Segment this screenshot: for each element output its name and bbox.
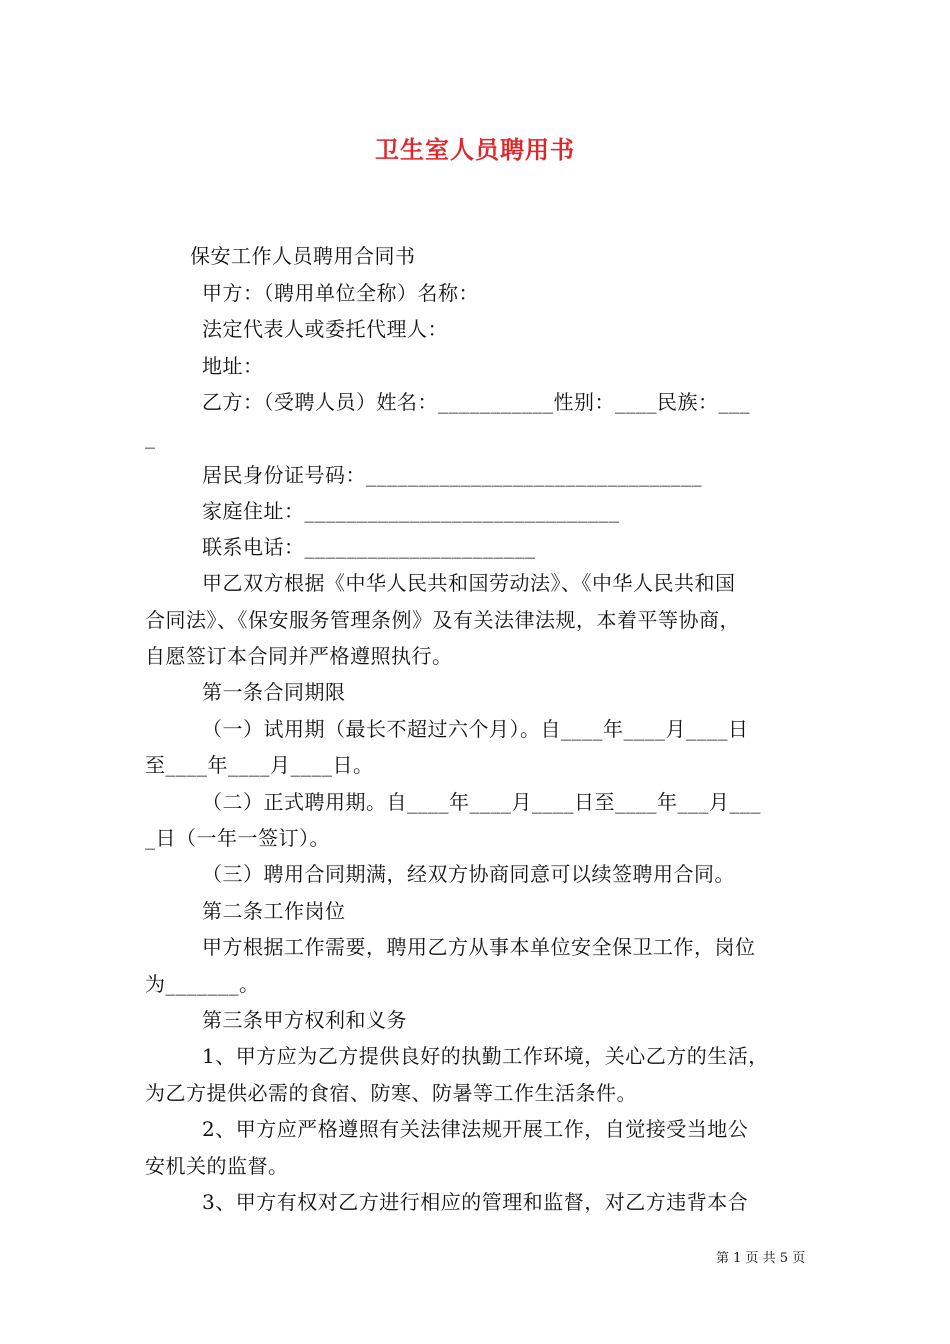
body-line: _日（一年一签订）。 <box>145 826 330 850</box>
body-line: 家庭住址：______________________________ <box>202 499 620 523</box>
body-line: 1、甲方应为乙方提供良好的执勤工作环境，关心乙方的生活， <box>202 1044 769 1068</box>
body-line: 地址： <box>202 354 264 378</box>
body-line: （三）聘用合同期满，经双方协商同意可以续签聘用合同。 <box>202 862 735 886</box>
body-line: 联系电话：______________________ <box>202 535 536 559</box>
body-line: 居民身份证号码：________________________________ <box>202 463 702 487</box>
section-heading: 第三条甲方权利和义务 <box>202 1008 407 1032</box>
body-line: 合同法》、《保安服务管理条例》及有关法律法规，本着平等协商， <box>145 608 740 632</box>
body-line: 甲乙双方根据《中华人民共和国劳动法》、《中华人民共和国 <box>202 571 736 595</box>
body-line: 甲方根据工作需要，聘用乙方从事本单位安全保卫工作，岗位 <box>202 935 756 959</box>
body-line: （二）正式聘用期。自____年____月____日至____年___月___ <box>202 790 761 814</box>
page-footer: 第 1 页 共 5 页 <box>716 1251 806 1266</box>
body-line: 安机关的监督。 <box>145 1154 289 1178</box>
body-line: 2、甲方应严格遵照有关法律法规开展工作，自觉接受当地公 <box>202 1117 749 1141</box>
body-line: （一）试用期（最长不超过六个月）。自____年____月____日 <box>202 717 749 741</box>
body-line: 为_______。 <box>145 972 260 996</box>
body-line: 3、甲方有权对乙方进行相应的管理和监督，对乙方违背本合 <box>202 1190 749 1214</box>
body-line: 为乙方提供必需的食宿、防寒、防暑等工作生活条件。 <box>145 1081 637 1105</box>
body-line: 法定代表人或委托代理人： <box>202 317 448 341</box>
body-line: _ <box>145 425 156 449</box>
section-heading: 第一条合同期限 <box>202 680 346 704</box>
document-title: 卫生室人员聘用书 <box>375 135 575 164</box>
body-line: 乙方：（受聘人员）姓名：___________性别：____民族：___ <box>202 390 750 414</box>
section-heading: 第二条工作岗位 <box>202 899 346 923</box>
body-line: 自愿签订本合同并严格遵照执行。 <box>145 644 453 668</box>
body-line: 至____年____月____日。 <box>145 753 374 777</box>
body-line: 甲方：（聘用单位全称）名称： <box>202 281 479 305</box>
body-line: 保安工作人员聘用合同书 <box>190 244 416 268</box>
